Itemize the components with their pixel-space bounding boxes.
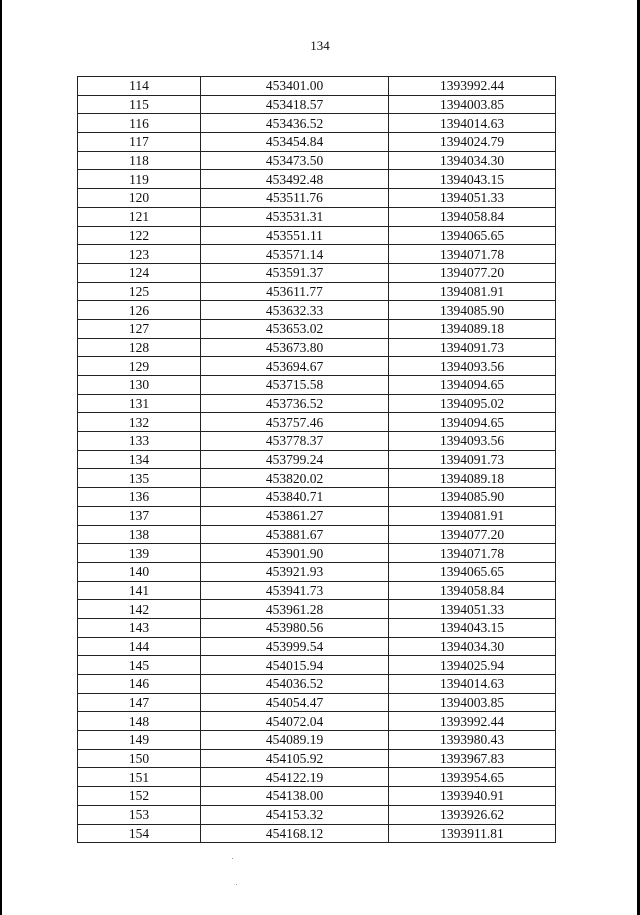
table-row [78, 525, 556, 544]
coordinate-table-body [78, 77, 556, 843]
y-coordinate-cell: 1394034.30 [389, 151, 556, 170]
x-coordinate-cell: 453778.37 [201, 432, 389, 451]
y-coordinate-cell: 1394034.30 [389, 637, 556, 656]
y-coordinate-cell: 1393992.44 [389, 77, 556, 96]
table-row [78, 245, 556, 264]
point-number-cell: 117 [78, 133, 201, 152]
x-coordinate-cell: 453820.02 [201, 469, 389, 488]
point-number-cell: 147 [78, 693, 201, 712]
x-coordinate-cell: 453591.37 [201, 263, 389, 282]
x-coordinate-cell: 453673.80 [201, 338, 389, 357]
x-coordinate-cell: 453611.77 [201, 282, 389, 301]
y-coordinate-cell: 1394024.79 [389, 133, 556, 152]
y-coordinate-cell: 1394094.65 [389, 413, 556, 432]
table-row [78, 226, 556, 245]
scan-speck [232, 858, 233, 859]
point-number-cell: 115 [78, 95, 201, 114]
y-coordinate-cell: 1394085.90 [389, 488, 556, 507]
x-coordinate-cell: 453653.02 [201, 319, 389, 338]
y-coordinate-cell: 1393967.83 [389, 749, 556, 768]
y-coordinate-cell: 1394077.20 [389, 525, 556, 544]
point-number-cell: 136 [78, 488, 201, 507]
point-number-cell: 126 [78, 301, 201, 320]
table-row [78, 600, 556, 619]
y-coordinate-cell: 1394043.15 [389, 170, 556, 189]
table-row [78, 357, 556, 376]
point-number-cell: 152 [78, 787, 201, 806]
x-coordinate-cell: 453941.73 [201, 581, 389, 600]
x-coordinate-cell: 453999.54 [201, 637, 389, 656]
table-row [78, 95, 556, 114]
table-row [78, 824, 556, 843]
point-number-cell: 144 [78, 637, 201, 656]
point-number-cell: 128 [78, 338, 201, 357]
x-coordinate-cell: 453492.48 [201, 170, 389, 189]
point-number-cell: 131 [78, 394, 201, 413]
x-coordinate-cell: 453551.11 [201, 226, 389, 245]
table-row [78, 170, 556, 189]
point-number-cell: 148 [78, 712, 201, 731]
y-coordinate-cell: 1394051.33 [389, 600, 556, 619]
table-row [78, 394, 556, 413]
table-row [78, 787, 556, 806]
x-coordinate-cell: 453401.00 [201, 77, 389, 96]
y-coordinate-cell: 1394081.91 [389, 506, 556, 525]
table-row [78, 319, 556, 338]
x-coordinate-cell: 454036.52 [201, 675, 389, 694]
y-coordinate-cell: 1394003.85 [389, 95, 556, 114]
point-number-cell: 146 [78, 675, 201, 694]
point-number-cell: 121 [78, 207, 201, 226]
y-coordinate-cell: 1393980.43 [389, 731, 556, 750]
y-coordinate-cell: 1393926.62 [389, 805, 556, 824]
table-row [78, 562, 556, 581]
point-number-cell: 151 [78, 768, 201, 787]
x-coordinate-cell: 454122.19 [201, 768, 389, 787]
y-coordinate-cell: 1394043.15 [389, 618, 556, 637]
point-number-cell: 132 [78, 413, 201, 432]
y-coordinate-cell: 1394095.02 [389, 394, 556, 413]
point-number-cell: 142 [78, 600, 201, 619]
table-row [78, 450, 556, 469]
table-row [78, 133, 556, 152]
point-number-cell: 127 [78, 319, 201, 338]
y-coordinate-cell: 1394093.56 [389, 432, 556, 451]
x-coordinate-cell: 453694.67 [201, 357, 389, 376]
x-coordinate-cell: 454054.47 [201, 693, 389, 712]
table-row [78, 618, 556, 637]
x-coordinate-cell: 453921.93 [201, 562, 389, 581]
table-row [78, 432, 556, 451]
table-row [78, 413, 556, 432]
point-number-cell: 129 [78, 357, 201, 376]
point-number-cell: 150 [78, 749, 201, 768]
table-row [78, 637, 556, 656]
y-coordinate-cell: 1394091.73 [389, 450, 556, 469]
point-number-cell: 118 [78, 151, 201, 170]
table-row [78, 731, 556, 750]
table-row [78, 469, 556, 488]
y-coordinate-cell: 1394058.84 [389, 581, 556, 600]
x-coordinate-cell: 453840.71 [201, 488, 389, 507]
y-coordinate-cell: 1394077.20 [389, 263, 556, 282]
x-coordinate-cell: 453757.46 [201, 413, 389, 432]
page-number: 134 [310, 38, 330, 53]
x-coordinate-cell: 454138.00 [201, 787, 389, 806]
y-coordinate-cell: 1394081.91 [389, 282, 556, 301]
point-number-cell: 124 [78, 263, 201, 282]
y-coordinate-cell: 1394071.78 [389, 245, 556, 264]
x-coordinate-cell: 454153.32 [201, 805, 389, 824]
table-row [78, 207, 556, 226]
point-number-cell: 119 [78, 170, 201, 189]
x-coordinate-cell: 453961.28 [201, 600, 389, 619]
x-coordinate-cell: 453473.50 [201, 151, 389, 170]
x-coordinate-cell: 453799.24 [201, 450, 389, 469]
table-row [78, 114, 556, 133]
x-coordinate-cell: 453980.56 [201, 618, 389, 637]
y-coordinate-cell: 1394085.90 [389, 301, 556, 320]
x-coordinate-cell: 453511.76 [201, 189, 389, 208]
x-coordinate-cell: 454168.12 [201, 824, 389, 843]
point-number-cell: 153 [78, 805, 201, 824]
point-number-cell: 137 [78, 506, 201, 525]
table-row [78, 282, 556, 301]
table-row [78, 189, 556, 208]
x-coordinate-cell: 453715.58 [201, 376, 389, 395]
table-row [78, 656, 556, 675]
y-coordinate-cell: 1394014.63 [389, 114, 556, 133]
table-row [78, 805, 556, 824]
point-number-cell: 141 [78, 581, 201, 600]
y-coordinate-cell: 1393940.91 [389, 787, 556, 806]
point-number-cell: 122 [78, 226, 201, 245]
table-row [78, 581, 556, 600]
x-coordinate-cell: 453901.90 [201, 544, 389, 563]
y-coordinate-cell: 1393954.65 [389, 768, 556, 787]
point-number-cell: 135 [78, 469, 201, 488]
x-coordinate-cell: 454105.92 [201, 749, 389, 768]
point-number-cell: 130 [78, 376, 201, 395]
point-number-cell: 114 [78, 77, 201, 96]
y-coordinate-cell: 1394093.56 [389, 357, 556, 376]
y-coordinate-cell: 1394065.65 [389, 562, 556, 581]
table-row [78, 263, 556, 282]
table-row [78, 506, 556, 525]
x-coordinate-cell: 453531.31 [201, 207, 389, 226]
point-number-cell: 145 [78, 656, 201, 675]
y-coordinate-cell: 1394089.18 [389, 469, 556, 488]
x-coordinate-cell: 453436.52 [201, 114, 389, 133]
point-number-cell: 134 [78, 450, 201, 469]
y-coordinate-cell: 1394091.73 [389, 338, 556, 357]
x-coordinate-cell: 453881.67 [201, 525, 389, 544]
table-row [78, 151, 556, 170]
table-row [78, 544, 556, 563]
table-row [78, 338, 556, 357]
table-row [78, 675, 556, 694]
point-number-cell: 143 [78, 618, 201, 637]
table-row [78, 301, 556, 320]
table-row [78, 376, 556, 395]
x-coordinate-cell: 454089.19 [201, 731, 389, 750]
point-number-cell: 123 [78, 245, 201, 264]
scan-edge-left [0, 0, 2, 915]
point-number-cell: 116 [78, 114, 201, 133]
x-coordinate-cell: 453736.52 [201, 394, 389, 413]
point-number-cell: 139 [78, 544, 201, 563]
point-number-cell: 138 [78, 525, 201, 544]
point-number-cell: 120 [78, 189, 201, 208]
y-coordinate-cell: 1393911.81 [389, 824, 556, 843]
x-coordinate-cell: 453418.57 [201, 95, 389, 114]
y-coordinate-cell: 1394003.85 [389, 693, 556, 712]
point-number-cell: 154 [78, 824, 201, 843]
point-number-cell: 125 [78, 282, 201, 301]
x-coordinate-cell: 454072.04 [201, 712, 389, 731]
table-row [78, 749, 556, 768]
x-coordinate-cell: 453454.84 [201, 133, 389, 152]
y-coordinate-cell: 1393992.44 [389, 712, 556, 731]
point-number-cell: 140 [78, 562, 201, 581]
y-coordinate-cell: 1394071.78 [389, 544, 556, 563]
y-coordinate-cell: 1394089.18 [389, 319, 556, 338]
y-coordinate-cell: 1394051.33 [389, 189, 556, 208]
y-coordinate-cell: 1394065.65 [389, 226, 556, 245]
x-coordinate-cell: 453632.33 [201, 301, 389, 320]
point-number-cell: 133 [78, 432, 201, 451]
table-row [78, 488, 556, 507]
coordinate-table [77, 76, 556, 843]
table-row [78, 77, 556, 96]
x-coordinate-cell: 453571.14 [201, 245, 389, 264]
y-coordinate-cell: 1394025.94 [389, 656, 556, 675]
x-coordinate-cell: 454015.94 [201, 656, 389, 675]
table-row [78, 712, 556, 731]
table-row [78, 768, 556, 787]
x-coordinate-cell: 453861.27 [201, 506, 389, 525]
point-number-cell: 149 [78, 731, 201, 750]
y-coordinate-cell: 1394094.65 [389, 376, 556, 395]
y-coordinate-cell: 1394014.63 [389, 675, 556, 694]
table-row [78, 693, 556, 712]
y-coordinate-cell: 1394058.84 [389, 207, 556, 226]
scan-speck [236, 884, 237, 885]
